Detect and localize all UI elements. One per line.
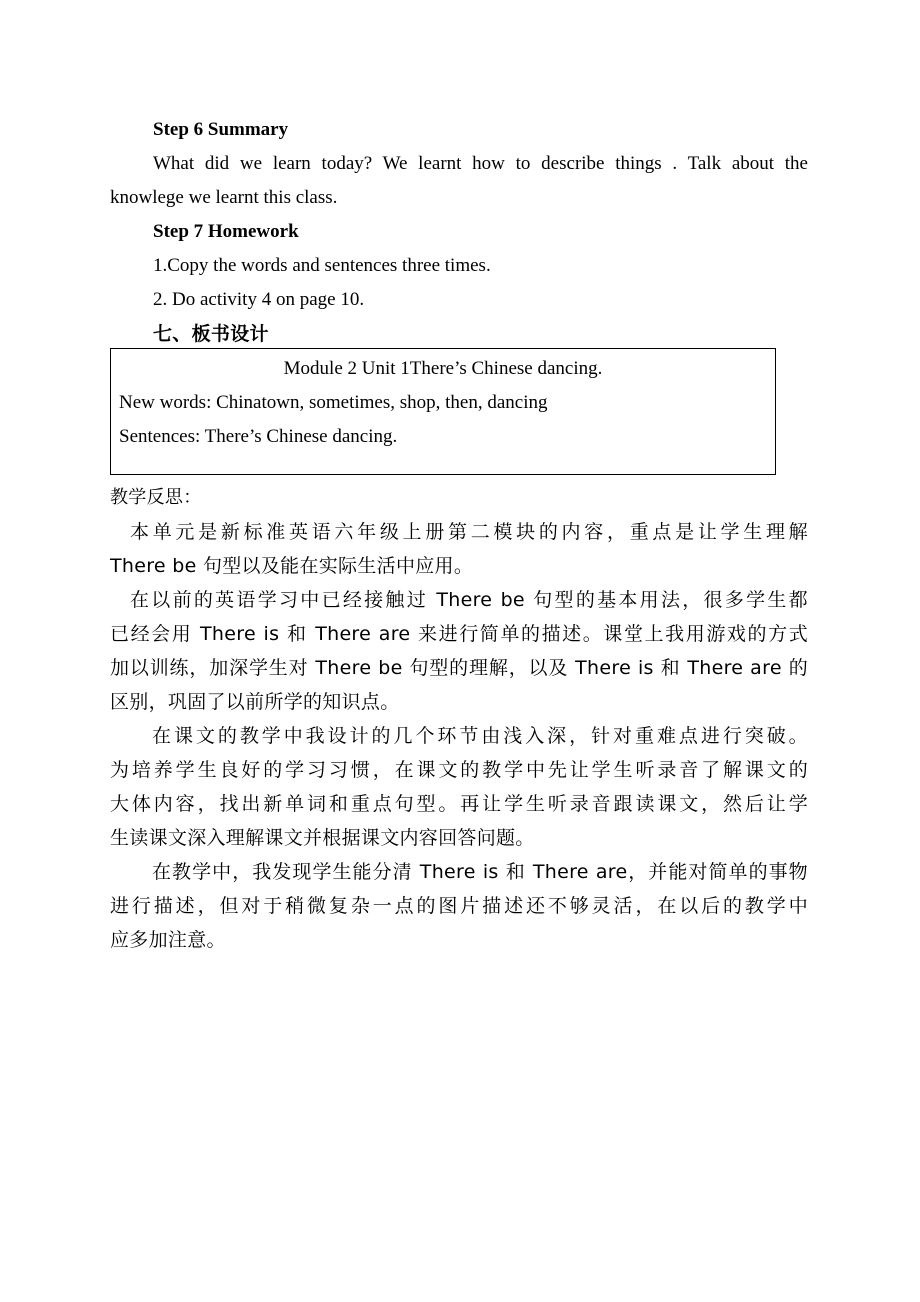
reflection-p3-line1: 在课文的教学中我设计的几个环节由浅入深，针对重难点进行突破。	[152, 725, 808, 747]
board-sentences: Sentences: There’s Chinese dancing.	[119, 426, 398, 447]
step7-item1: 1.Copy the words and sentences three times.	[153, 255, 491, 276]
reflection-p3-line4: 生读课文深入理解课文并根据课文内容回答问题。	[110, 827, 535, 849]
step7-heading: Step 7 Homework	[153, 221, 299, 242]
step6-heading: Step 6 Summary	[153, 119, 289, 140]
board-new-words: New words: Chinatown, sometimes, shop, then, dancing	[119, 392, 548, 413]
reflection-p2-line2: 已经会用 There is 和 There are 来进行简单的描述。课堂上我用游戏的方式	[110, 623, 808, 645]
step7-item2: 2. Do activity 4 on page 10.	[153, 289, 365, 310]
reflection-p2-line1: 在以前的英语学习中已经接触过 There be 句型的基本用法，很多学生都	[130, 589, 808, 611]
reflection-p2-line3: 加以训练，加深学生对 There be 句型的理解，以及 There is 和 There are 的	[110, 657, 808, 679]
board-design-heading: 七、板书设计	[153, 323, 269, 345]
reflection-p4-line1: 在教学中，我发现学生能分清 There is 和 There are，并能对简单的事物	[152, 861, 808, 883]
reflection-p1-line2: There be 句型以及能在实际生活中应用。	[110, 555, 474, 577]
board-design-box	[110, 348, 776, 475]
reflection-p3-line3: 大体内容，找出新单词和重点句型。再让学生听录音跟读课文，然后让学	[110, 793, 808, 815]
reflection-p4-line2: 进行描述，但对于稍微复杂一点的图片描述还不够灵活，在以后的教学中	[110, 895, 808, 917]
reflection-p1-line1: 本单元是新标准英语六年级上册第二模块的内容，重点是让学生理解	[130, 521, 808, 543]
reflection-heading: 教学反思：	[110, 487, 202, 508]
step6-text-line1: What did we learn today? We learnt how to describe things . Talk about the	[153, 153, 808, 174]
reflection-p2-line4: 区别，巩固了以前所学的知识点。	[110, 691, 400, 713]
reflection-p4-line3: 应多加注意。	[110, 929, 226, 951]
step6-text-line2: knowlege we learnt this class.	[110, 187, 338, 208]
board-title: Module 2 Unit 1There’s Chinese dancing.	[283, 358, 603, 379]
reflection-p3-line2: 为培养学生良好的学习习惯，在课文的教学中先让学生听录音了解课文的	[110, 759, 808, 781]
